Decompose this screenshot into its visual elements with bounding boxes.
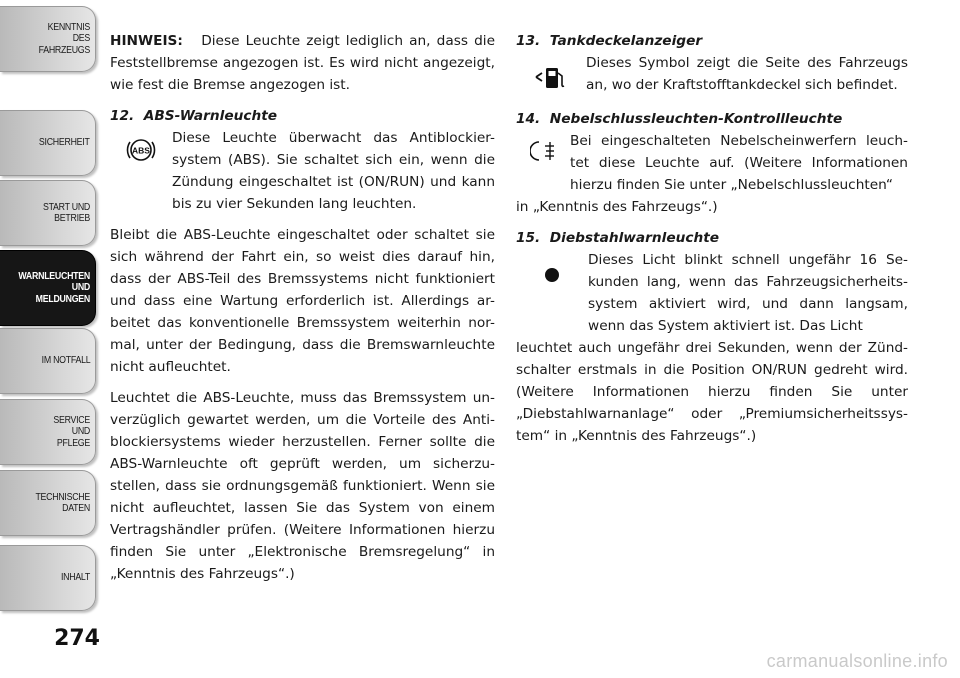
tab-im-notfall[interactable] [0,328,96,394]
svg-text:ABS: ABS [132,145,150,156]
tab-service-und-pflege[interactable] [0,399,96,465]
tab-label: KENNTNIS DES FAHRZEUGS [38,21,90,56]
theft-alarm-dot-icon [516,249,588,337]
item-12-heading: 12. ABS-Warnleuchte [110,108,278,124]
abs-paragraph-1: Bleibt die ABS-Leuchte eingeschaltet oder schaltet sie sich während der Fahrt ein, so weist dies darauf hin, dass der ABS-Teil des Bremssystems nicht funktioniert und dass eine Wartung erforderlich ist. Allerdings ar-beitet das konventionelle Bremssystem weiterhin nor-mal, unter der Bedingung, dass die Bremswarnleuchte nicht aufleuchtet. [110,227,495,375]
tab-label: WARNLEUCHTEN UND MELDUNGEN [18,270,90,305]
rear-fog-light-icon [516,130,570,196]
page-number: 274 [54,626,100,651]
tab-kenntnis-des-fahrzeugs[interactable] [0,6,96,72]
tab-label: SICHERHEIT [39,137,90,149]
note-paragraph [110,30,495,96]
item-13-fuel-door [516,30,908,96]
tab-sicherheit[interactable] [0,110,96,176]
item-14-rear-fog [516,108,908,196]
right-column [516,30,908,456]
item-15-text: Dieses Licht blinkt schnell ungefähr 16 Se-kunden lang, wenn das Fahrzeugsicherheits-system aktiviert wird, und dann langsam, wenn das System aktiviert ist. Das Licht [588,252,908,334]
abs-paragraph-2: Leuchtet die ABS-Leuchte, muss das Bremssystem un-verzüglich gewartet werden, um die Vorteile des Anti-blockiersystems wieder herzustellen. Ferner sollte die ABS-Warnleuchte oft geprüft werden, um sicherzu-stellen, dass sie ordnungsgemäß funktioniert. Wenn sie nicht aufleuchtet, lassen Sie das System von einem Vertragshändler prüfen. (Weitere Informationen hierzu finden Sie unter „Elektronische Bremsregelung“ in „Kenntnis des Fahrzeugs“.) [110,390,495,582]
tab-label: SERVICE UND PFLEGE [53,414,90,449]
tab-inhalt[interactable] [0,545,96,611]
item-13-text: Dieses Symbol zeigt die Seite des Fahrzeugs an, wo der Kraftstofftankdeckel sich befindet. [586,55,908,93]
item-14-text: Bei eingeschalteten Nebelscheinwerfern leuch-tet diese Leuchte auf. (Weitere Informationen hierzu finden Sie unter „Nebelschlussleuchten“ [570,133,908,193]
tab-start-und-betrieb[interactable] [0,180,96,246]
chapter-tabs [0,0,100,678]
note-text: Diese Leuchte zeigt lediglich an, dass die Feststellbremse angezogen ist. Es wird nicht angezeigt, wie fest die Bremse angezogen ist. [110,33,495,93]
tab-warnleuchten-und-meldungen[interactable] [0,250,96,326]
tab-label: INHALT [60,572,90,584]
item-13-heading: 13. Tankdeckelanzeiger [516,33,703,49]
abs-warning-icon [110,127,172,215]
note-label: HINWEIS: [110,33,183,49]
tab-label: IM NOTFALL [41,355,90,367]
item-14-heading: 14. Nebelschlussleuchten-Kontrollleuchte [516,111,843,127]
item-12-abs [110,105,495,215]
item-12-text: Diese Leuchte überwacht das Antiblockier-system (ABS). Sie schaltet sich ein, wenn die Zündung eingeschaltet ist (ON/RUN) und kann bis zu vier Sekunden lang leuchten. [172,130,495,212]
left-column [110,30,495,594]
item-14-continuation: in „Kenntnis des Fahrzeugs“.) [516,199,718,215]
item-15-heading: 15. Diebstahlwarnleuchte [516,230,720,246]
watermark: carmanualsonline.info [766,651,948,671]
item-15-continuation: leuchtet auch ungefähr drei Sekunden, wenn der Zünd-schalter erstmals in die Position ON/RUN gedreht wird. (Weitere Informationen hierzu finden Sie unter „Diebstahlwarnanlage“ oder „Premiumsicherheitssys-tem“ in „Kenntnis des Fahrzeugs“.) [516,340,908,444]
item-15-theft-alarm [516,227,908,337]
tab-technische-daten[interactable] [0,470,96,536]
fuel-door-icon [516,52,586,96]
tab-label: START UND BETRIEB [42,201,90,224]
tab-label: TECHNISCHE DATEN [35,491,91,514]
